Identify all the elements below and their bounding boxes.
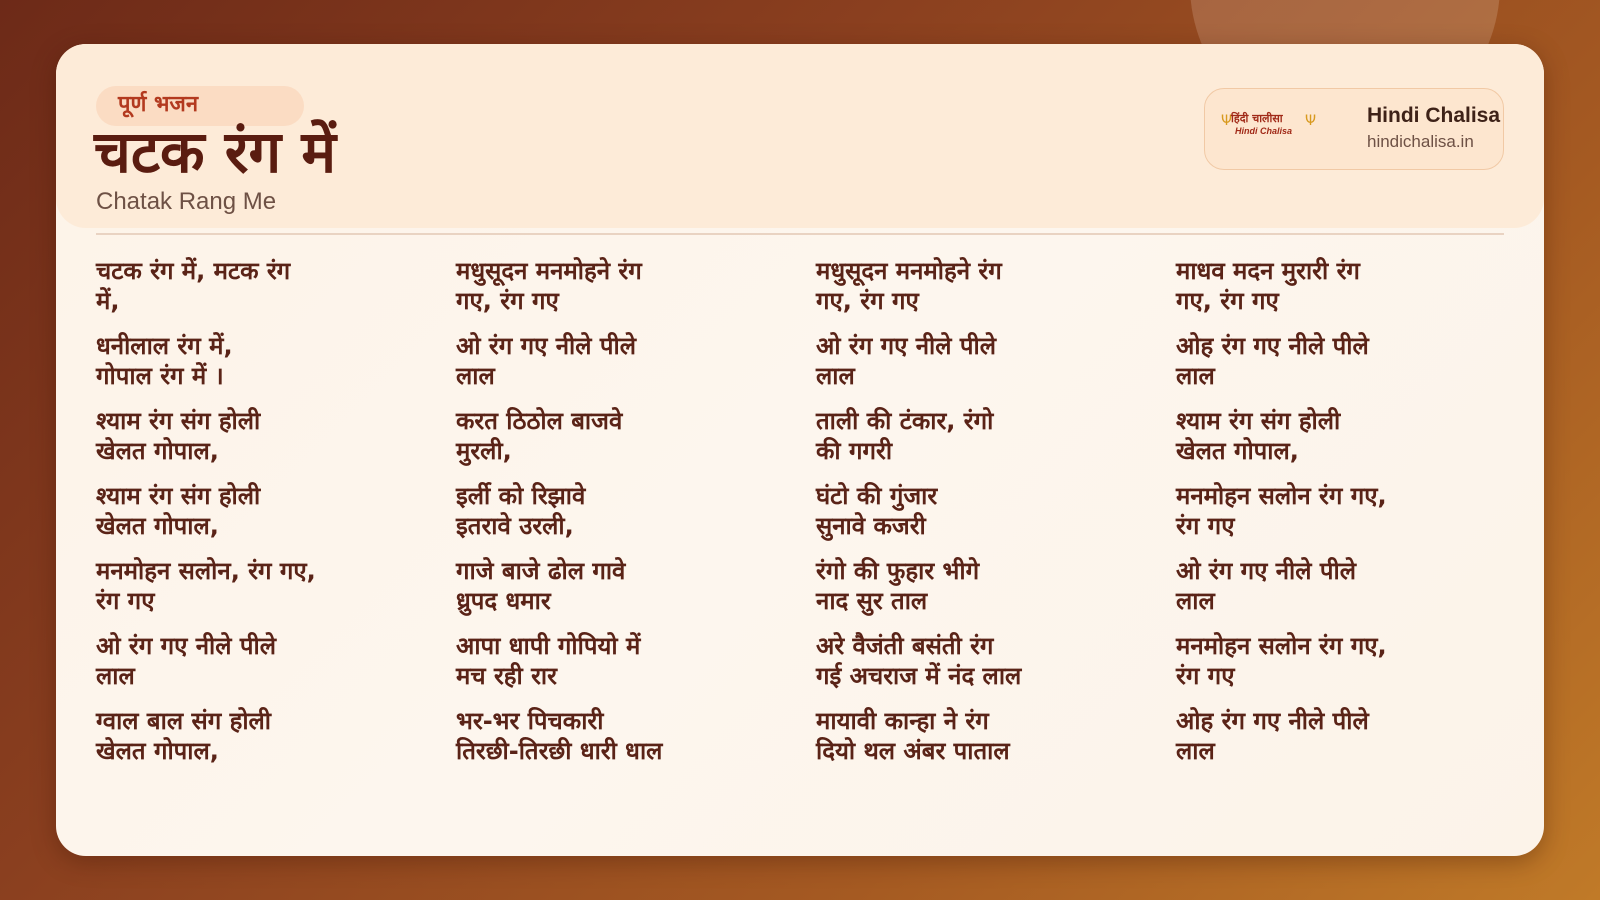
- lyric-stanza: [1176, 706, 1516, 766]
- lyric-stanza: [816, 481, 1156, 541]
- lyric-line: गए, रंग गए: [456, 287, 559, 315]
- lyric-line: धनीलाल रंग में,: [96, 332, 233, 360]
- lyric-line: लाल: [96, 662, 135, 690]
- lyric-line: अरे वैजंती बसंती रंग: [816, 632, 994, 660]
- lyric-line: मधुसूदन मनमोहने रंग: [456, 257, 642, 285]
- lyric-line: रंग गए: [96, 587, 155, 615]
- lyric-stanza: [456, 406, 796, 466]
- lyric-stanza: [816, 556, 1156, 616]
- lyric-line: आपा धापी गोपियो में: [456, 632, 641, 660]
- lyric-line: लाल: [1176, 737, 1215, 765]
- lyric-line: मुरली,: [456, 437, 512, 465]
- lyric-line: गई अचराज में नंद लाल: [816, 662, 1022, 690]
- lyric-line: नाद सुर ताल: [816, 587, 928, 615]
- page-subtitle: Chatak Rang Me: [96, 188, 277, 215]
- lyric-stanza: [456, 706, 796, 766]
- lyric-stanza: [456, 556, 796, 616]
- lyric-line: ध्रुपद धमार: [456, 587, 551, 615]
- lyric-stanza: [96, 256, 436, 316]
- lyric-line: रंग गए: [1176, 662, 1235, 690]
- category-tag-label: पूर्ण भजन: [118, 92, 199, 117]
- lyric-line: गोपाल रंग में ।: [96, 362, 224, 390]
- lyric-stanza: [96, 631, 436, 691]
- lyric-line: भर-भर पिचकारी: [456, 707, 604, 735]
- lyric-line: ओह रंग गए नीले पीले: [1176, 332, 1369, 360]
- lyric-line: इर्ली को रिझावे: [456, 482, 586, 510]
- lyric-stanza: [96, 556, 436, 616]
- lyric-line: की गगरी: [816, 437, 893, 465]
- lyric-stanza: [1176, 331, 1516, 391]
- lyric-stanza: [456, 256, 796, 316]
- lyric-line: करत ठिठोल बाजवे: [456, 407, 623, 435]
- lyric-line: ओ रंग गए नीले पीले: [96, 632, 277, 660]
- lyric-line: खेलत गोपाल,: [1176, 437, 1299, 465]
- lyric-stanza: [1176, 631, 1516, 691]
- brand-badge[interactable]: [1204, 88, 1504, 170]
- lyric-stanza: [1176, 481, 1516, 541]
- lyric-line: मधुसूदन मनमोहने रंग: [816, 257, 1002, 285]
- lyric-line: ओ रंग गए नीले पीले: [1176, 557, 1357, 585]
- lyric-stanza: [1176, 556, 1516, 616]
- lyric-line: खेलत गोपाल,: [96, 437, 219, 465]
- lyric-stanza: [96, 331, 436, 391]
- lyric-line: मनमोहन सलोन रंग गए,: [1176, 632, 1387, 660]
- lyric-line: श्याम रंग संग होली: [96, 407, 261, 435]
- page-title: चटक रंग में: [94, 118, 337, 186]
- lyric-line: सुनावे कजरी: [816, 512, 926, 540]
- lyric-line: गाजे बाजे ढोल गावे: [456, 557, 626, 585]
- brand-logo-english: Hindi Chalisa: [1235, 126, 1293, 136]
- lyric-stanza: [96, 406, 436, 466]
- lyric-line: लाल: [1176, 362, 1215, 390]
- lyric-stanza: [816, 256, 1156, 316]
- lyric-line: मायावी कान्हा ने रंग: [816, 707, 989, 735]
- lyric-line: ताली की टंकार, रंगो: [816, 407, 994, 435]
- brand-name: Hindi Chalisa: [1367, 104, 1501, 127]
- lyric-line: दियो थल अंबर पाताल: [816, 737, 1010, 765]
- lyric-line: लाल: [816, 362, 855, 390]
- lyric-stanza: [456, 631, 796, 691]
- lyric-line: माधव मदन मुरारी रंग: [1176, 257, 1360, 285]
- lyric-line: में,: [96, 287, 120, 315]
- brand-logo: [1221, 111, 1317, 147]
- lyric-line: ओ रंग गए नीले पीले: [816, 332, 997, 360]
- trident-icon: Ψ: [1221, 113, 1233, 129]
- lyric-line: रंग गए: [1176, 512, 1235, 540]
- brand-url[interactable]: hindichalisa.in: [1367, 132, 1474, 151]
- lyric-stanza: [1176, 406, 1516, 466]
- lyric-line: ओ रंग गए नीले पीले: [456, 332, 637, 360]
- card-header: [56, 44, 1544, 228]
- header-divider: [96, 233, 1504, 235]
- lyric-line: गए, रंग गए: [816, 287, 919, 315]
- lyric-stanza: [816, 406, 1156, 466]
- lyric-line: घंटो की गुंजार: [816, 482, 938, 510]
- lyric-line: लाल: [1176, 587, 1215, 615]
- bhajan-card: [56, 44, 1544, 856]
- lyric-line: रंगो की फुहार भीगे: [816, 557, 980, 585]
- lyric-line: खेलत गोपाल,: [96, 737, 219, 765]
- lyric-stanza: [816, 631, 1156, 691]
- trident-icon: Ψ: [1305, 113, 1317, 129]
- lyric-line: श्याम रंग संग होली: [1176, 407, 1341, 435]
- lyric-line: तिरछी-तिरछी धारी धाल: [456, 737, 663, 765]
- lyric-line: ओह रंग गए नीले पीले: [1176, 707, 1369, 735]
- lyric-line: गए, रंग गए: [1176, 287, 1279, 315]
- lyric-stanza: [816, 706, 1156, 766]
- lyric-stanza: [96, 706, 436, 766]
- lyric-line: मनमोहन सलोन, रंग गए,: [96, 557, 316, 585]
- lyric-stanza: [456, 481, 796, 541]
- brand-logo-hindi: हिंदी चालीसा: [1231, 112, 1283, 125]
- lyric-line: इतरावे उरली,: [456, 512, 574, 540]
- lyric-line: मच रही रार: [456, 662, 557, 690]
- lyric-line: खेलत गोपाल,: [96, 512, 219, 540]
- lyric-stanza: [816, 331, 1156, 391]
- lyric-line: लाल: [456, 362, 495, 390]
- lyric-line: मनमोहन सलोन रंग गए,: [1176, 482, 1387, 510]
- lyric-line: श्याम रंग संग होली: [96, 482, 261, 510]
- lyric-stanza: [456, 331, 796, 391]
- lyric-stanza: [96, 481, 436, 541]
- lyric-line: चटक रंग में, मटक रंग: [96, 257, 291, 285]
- lyric-line: ग्वाल बाल संग होली: [96, 707, 272, 735]
- lyric-stanza: [1176, 256, 1516, 316]
